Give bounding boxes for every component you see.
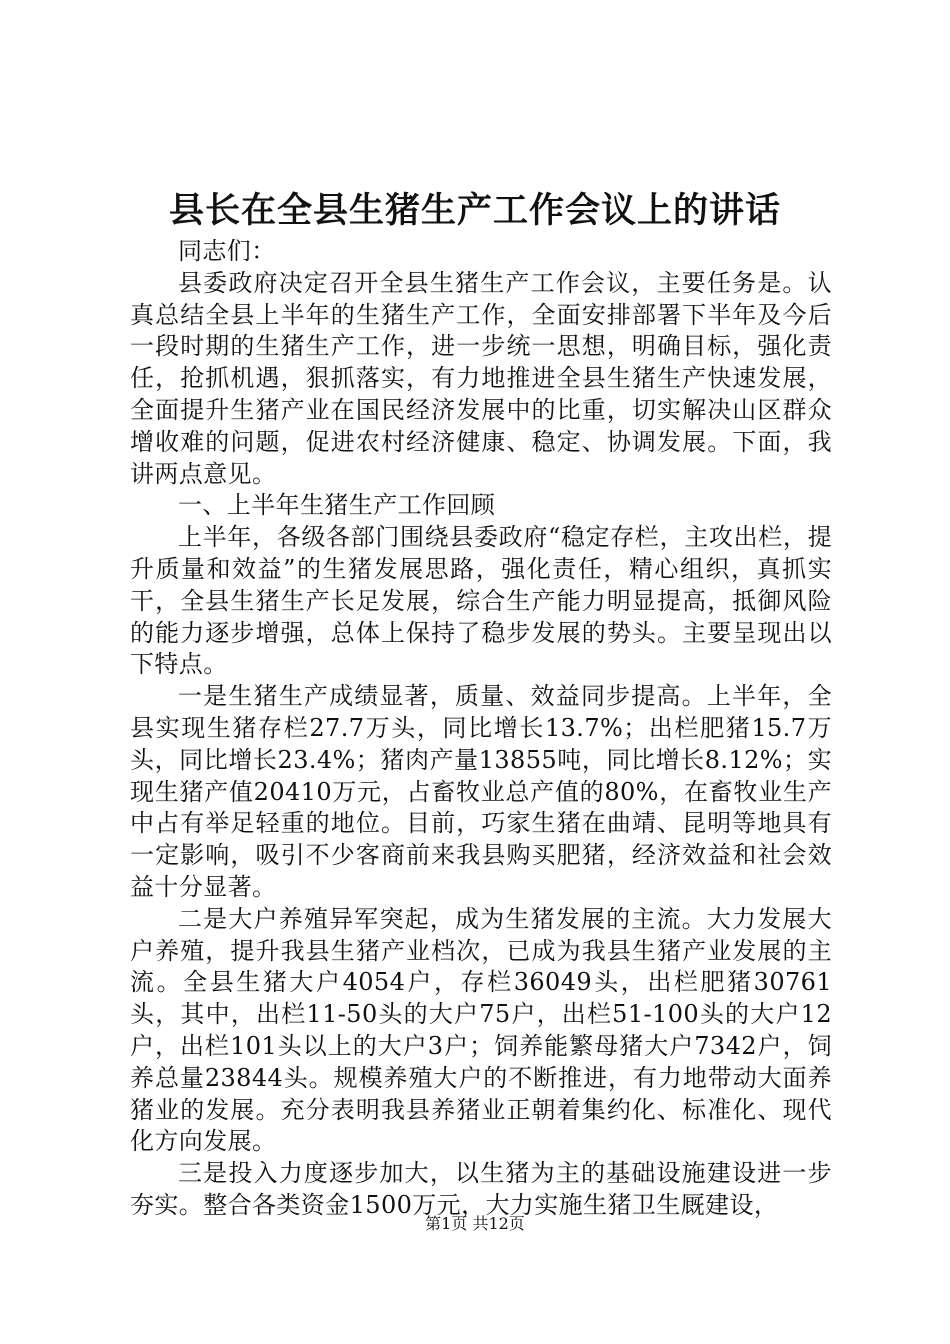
section-heading: 一、上半年生猪生产工作回顾 xyxy=(178,491,496,520)
paragraph: 一是生猪生产成绩显著，质量、效益同步提高。上半年，全县实现生猪存栏27.7万头，同比增长13.7%；出栏肥猪15.7万头，同比增长23.4%；猪肉产量13855吨，同比增长8.12%；实现生猪产值20410万元，占畜牧业总产值的80%，在畜牧业生产中占有举足轻重的地位。目前，巧家生猪在曲靖、昆明等地具有一定影响，吸引不少客商前来我县购买肥猪，经济效益和社会效益十分显著。 xyxy=(130,682,832,901)
paragraph: 上半年，各级各部门围绕县委政府“稳定存栏，主攻出栏，提升质量和效益”的生猪发展思路，强化责任，精心组织，真抓实干，全县生猪生产长足发展，综合生产能力明显提高，抵御风险的能力逐步增强，总体上保持了稳步发展的势头。主要呈现出以下特点。 xyxy=(130,523,832,679)
paragraph: 二是大户养殖异军突起，成为生猪发展的主流。大力发展大户养殖，提升我县生猪产业档次，已成为我县生猪产业发展的主流。全县生猪大户4054户，存栏36049头，出栏肥猪30761头，其中，出栏11-50头的大户75户，出栏51-100头的大户12户，出栏101头以上的大户3户；饲养能繁母猪大户7342户，饲养总量23844头。规模养殖大户的不断推进，有力地带动大面养猪业的发展。充分表明我县养猪业正朝着集约化、标准化、现代化方向发展。 xyxy=(130,904,832,1156)
salutation: 同志们： xyxy=(178,237,276,265)
paragraph: 三是投入力度逐步加大，以生猪为主的基础设施建设进一步夯实。整合各类资金1500万元，大力实施生猪卫生厩建设， xyxy=(130,1159,832,1219)
document-body xyxy=(130,236,832,1222)
paragraph: 县委政府决定召开全县生猪生产工作会议，主要任务是。认真总结全县上半年的生猪生产工作，全面安排部署下半年及今后一段时期的生猪生产工作，进一步统一思想，明确目标，强化责任，抢抓机遇，狠抓落实，有力地推进全县生猪生产快速发展，全面提升生猪产业在国民经济发展中的比重，切实解决山区群众增收难的问题，促进农村经济健康、稳定、协调发展。下面，我讲两点意见。 xyxy=(130,268,832,488)
document-title: 县长在全县生猪生产工作会议上的讲话 xyxy=(168,190,781,231)
page-number-footer: 第1页 共12页 xyxy=(425,1214,525,1233)
